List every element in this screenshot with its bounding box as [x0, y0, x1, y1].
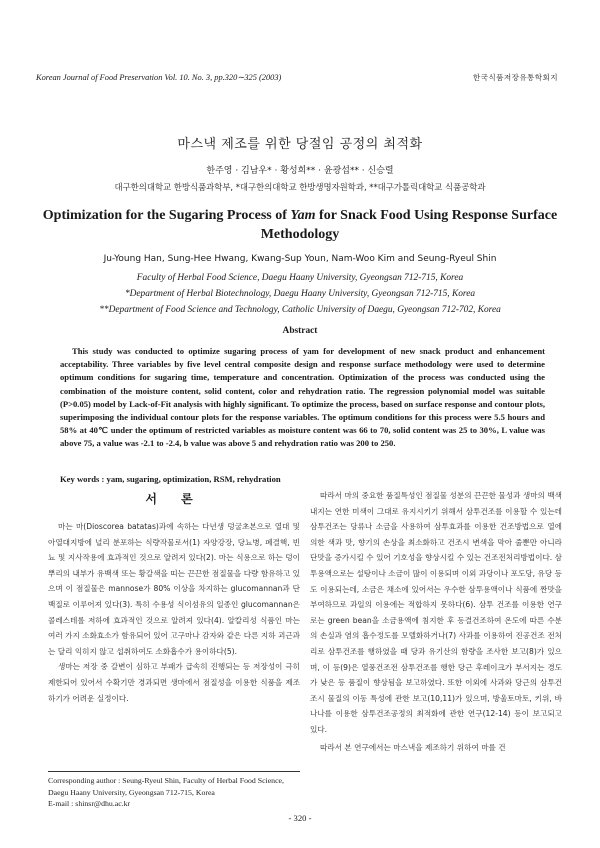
keywords-line: Key words : yam, sugaring, optimization, RSM, rehydration	[60, 474, 281, 484]
korean-affiliations: 대구한의대학교 한방식품과학부, *대구한의대학교 한방생명자원학과, **대구가톨릭대학교 식품공학과	[114, 182, 486, 192]
english-affiliations	[40, 270, 560, 318]
affiliation-line: Faculty of Herbal Food Science, Daegu Haany University, Gyeongsan 712-715, Korea	[136, 273, 464, 283]
korean-title: 마스낵 제조를 위한 당절임 공정의 최적화	[177, 137, 423, 152]
english-title-part2: for Snack Food Using Response Surface Methodology	[260, 208, 558, 242]
footnote-author: Corresponding author : Seung-Ryeul Shin, Faculty of Herbal Food Science, Daegu Haany University, Gyeongsan 712-715, Korea	[48, 776, 284, 797]
english-title-italic: Yam	[290, 208, 316, 223]
body-paragraph: 따라서 본 연구에서는 마스낵을 제조하기 위하여 마를 건	[320, 742, 506, 752]
body-paragraph: 따라서 마의 중요한 품질특성인 점질물 성분의 끈끈한 물성과 생마의 백색 내지는 연한 미색이 그대로 유지시키기 위해서 삼투건조를 이용할 수 있는데 삼투건조는 당류나 소금을 사용하여 삼투효과를 이용한 건조방법으로 열에 의한 색과 맛, 향기의 손상을 최소화하고 건조시 변색을 막아 줄뿐만 아니라 단맛을 증가시킬 수 있어 기호성을 향상시킬 수 있는 건조전처리방법이다. 삼투용액으로는 설탕이나 소금이 많이 이용되며 이외 과당이나 포도당, 유당 등도 이용되는데, 소금은 채소에 있어서는 우수한 삼투용액이나 식품에 짠맛을 부여하므로 과일의 이용에는 적합하지 못하다(6). 삼투 건조를 이용한 연구로는 green bean을 소금용액에 침지한 후 동결건조하여 온도에 따른 수분의 손실과 염의 흡수정도를 모델화하거나(7) 사과를 이용하여 진공건조 전처리로 삼투건조를 행하였을 때 당과 유기산의 함량을 조사한 보고(8)가 있으며, 이 등(9)은 열풍건조전 삼투건조를 행한 당근 후레이크가 부서지는 경도가 낮은 등 품질이 향상됨을 보고하였다. 또한 이외에 사과와 당근의 삼투건조시 물질의 이동 특성에 관한 보고(10,11)가 있으며, 방울토마토, 키위, 바나나를 이용한 삼투건조공정의 최적화에 관한 연구(12-14) 등이 보고되고 있다.	[310, 491, 562, 734]
abstract-text: This study was conducted to optimize sugaring process of yam for development of new snack product and enhancement acceptability. Three variables by five level central composite design and response surface methodology were used to determine optimum conditions for sugaring time, temperature and concentration. Optimization of the process was conducted using the combination of the moisture content, solid content, color and rehydration ratio. The regression polynomial model was suitable (P>0.05) model by Lack-of-Fit analysis with highly significant. To optimize the process, based on surface response and contour plots, superimposing the individual contour plots for the response variables. The optimum conditions for this process were 5.5 hours and 58% at 40℃ under the optimum of restricted variables as moisture content was 66 to 70, solid content was 25 to 30%, L value was above 75, a value was -2.1 to -2.4, b value was above 5 and rehydration ratio was 200 to 250.	[60, 346, 545, 449]
english-title-part1: Optimization for the Sugaring Process of	[42, 208, 291, 223]
page-number: - 320 -	[288, 813, 312, 823]
english-authors: Ju-Young Han, Sung-Hee Hwang, Kwang-Sup Youn, Nam-Woo Kim and Seung-Ryeul Shin	[103, 254, 497, 264]
abstract-heading: Abstract	[282, 326, 318, 336]
left-column	[48, 490, 300, 706]
affiliation-line: *Department of Herbal Biotechnology, Daegu Haany University, Gyeongsan 712-715, Korea	[124, 289, 476, 299]
english-title	[40, 206, 560, 244]
footnote-email: E-mail : shinsr@dhu.ac.kr	[48, 799, 131, 808]
affiliation-line: **Department of Food Science and Technology, Catholic University of Daegu, Gyeongsan 712-702, Korea	[99, 305, 501, 315]
right-column	[310, 488, 562, 755]
society-name: 한국식품저장유통학회지	[472, 73, 558, 82]
body-paragraph: 마는 마(Dioscorea batatas)과에 속하는 다년생 덩굴초본으로 열대 및 아열대지방에 널리 분포하는 식량작물로서(1) 자양강장, 당뇨병, 폐결핵, 빈뇨 및 지사작용에 효과적인 것으로 알려져 있다(2). 마는 식용으로 하는 덩이뿌리의 내부가 유백색 또는 황갈색을 띠는 끈끈한 점질물을 다량 함유하고 있으며 이 점질물은 mannose가 80% 이상을 차지하는 glucomannan과 단백질로 이루어져 있다(3). 특히 수용성 식이섬유의 일종인 glucomannan은 콜레스테롤 저하에 효과적인 것으로 알려져 있다(4). 알칼리성 식품인 마는 여러 가지 소화효소가 함유되어 있어 고구마나 감자와 같은 다른 지하 괴근과는 달리 익히지 않고 섭취하여도 소화흡수가 용이하다(5).	[48, 522, 300, 656]
korean-authors: 한주영 · 김남우* · 황성희** · 윤광섭** · 신승렬	[206, 166, 394, 176]
corresponding-author-footnote	[48, 771, 300, 810]
section-heading-introduction: 서 론	[145, 492, 203, 506]
body-paragraph: 생마는 저장 중 갈변이 심하고 부패가 급속히 진행되는 등 저장성이 극히 제한되어 있어서 수확기만 경과되면 생마에서 점질성을 이용한 식품을 제조하기가 어려운 실정이다.	[48, 662, 300, 703]
journal-citation: Korean Journal of Food Preservation Vol. 10. No. 3, pp.320∼325 (2003)	[36, 73, 282, 82]
